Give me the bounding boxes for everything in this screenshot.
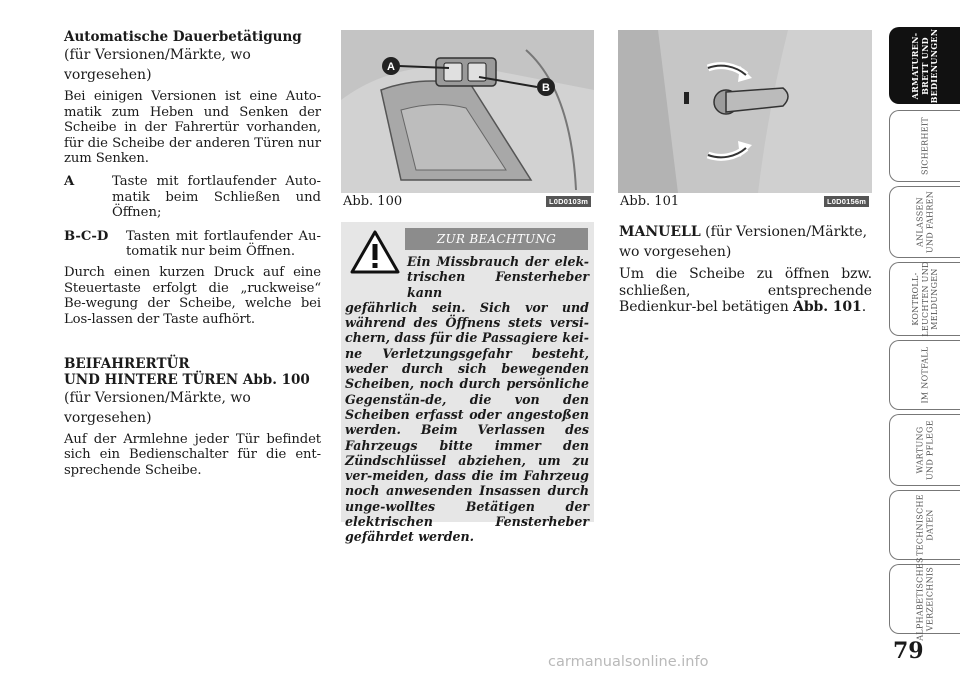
- watermark: carmanualsonline.info: [548, 654, 709, 670]
- section-subtitle-auto: (für Versionen/Märkte, wo vorgesehen): [64, 47, 251, 84]
- paragraph-passenger: Auf der Armlehne jeder Tür befindet sich ein Bedienschalter für die ent-sprechende Scheibe.: [64, 431, 321, 478]
- manual-paragraph: [619, 266, 872, 316]
- section-title-auto: Automatische Dauerbetätigung: [64, 29, 302, 45]
- warning-title: ZUR BEACHTUNG: [405, 228, 588, 250]
- figure-100-window-switches: [341, 30, 594, 193]
- section-title-passenger-2: UND HINTERE TÜREN Abb. 100: [64, 371, 310, 388]
- manual-figure-ref: Abb. 101: [793, 299, 862, 315]
- tab-anlassen[interactable]: [889, 186, 960, 258]
- tab-label: KONTROLL- LEUCHTEN UND MELDUNGEN: [910, 261, 939, 337]
- warning-text-first: Ein Missbrauch der elek-trischen Fensterheber kann: [407, 254, 589, 300]
- right-column: [619, 222, 872, 324]
- crank-illustration: [618, 30, 872, 193]
- item-key: B-C-D: [64, 228, 109, 244]
- callout-a-label: A: [387, 61, 395, 73]
- item-text: Tasten mit fortlaufender Au-tomatik nur beim Öffnen.: [126, 228, 321, 260]
- manual-text: Um die Scheibe zu öffnen bzw. schließen, entsprechende Bedienkur-bel betätigen: [619, 266, 872, 315]
- armrest-illustration: [341, 30, 594, 193]
- section-title-passenger-1: BEIFAHRERTÜR: [64, 356, 190, 373]
- list-item: [64, 174, 321, 220]
- tab-armaturenbrett[interactable]: [889, 27, 960, 104]
- paragraph-auto-intro: Bei einigen Versionen ist eine Auto-matik zum Heben und Senken der Scheibe in der Fahrertür vorhanden, für die Scheibe der anderen Türen nur zum Senken.: [64, 89, 321, 167]
- figure-100-code: L0D0103m: [546, 196, 591, 207]
- paragraph-short-press: Durch einen kurzen Druck auf eine Steuertaste erfolgt die „ruckweise“ Be-wegung der Scheibe, welche bei Los-lassen der Taste aufhört.: [64, 265, 321, 327]
- tab-label: WARTUNG UND PFLEGE: [915, 419, 934, 481]
- figure-101-window-crank: [618, 30, 872, 193]
- tab-sicherheit[interactable]: [889, 110, 960, 182]
- tab-label: IM NOTFALL: [920, 346, 930, 404]
- item-key: A: [64, 174, 75, 190]
- tab-technische-daten[interactable]: [889, 490, 960, 560]
- tab-label: SICHERHEIT: [920, 117, 930, 175]
- tab-wartung[interactable]: [889, 414, 960, 486]
- figure-101-code: L0D0156m: [824, 196, 869, 207]
- tab-verzeichnis[interactable]: [889, 557, 960, 641]
- tab-label: ANLASSEN UND FAHREN: [915, 190, 934, 254]
- list-item: [64, 229, 321, 260]
- manual-heading: [619, 222, 872, 262]
- tab-im-notfall[interactable]: [889, 340, 960, 410]
- tab-label: ARMATUREN- BRETT UND BEDIENUNGEN: [909, 28, 939, 103]
- tab-kontrollleuchten[interactable]: [889, 262, 960, 336]
- warning-text-rest: gefährlich sein. Sich vor und während des Öffnens stets versi-chern, dass für die Passagiere kei-ne Verletzungsgefahr besteht, weder durch sich bewegenden Scheiben, noch durch persönliche Gegenstän-de, die von den Scheiben erfasst oder angestoßen werden. Beim Verlassen des Fahrzeugs bitte immer den Zündschlüssel abziehen, um zu ver-meiden, dass die im Fahrzeug noch anwesenden Insassen durch unge-wolltes Betätigen der elektrischen Fensterheber gefährdet werden.: [345, 299, 589, 545]
- figure-100-caption: Abb. 100: [343, 194, 403, 209]
- warning-text: [345, 254, 589, 545]
- page-number: 79: [893, 638, 924, 664]
- section-subtitle-passenger: (für Versionen/Märkte, wo vorgesehen): [64, 389, 251, 426]
- tab-label: ALPHABETISCHES VERZEICHNIS: [915, 557, 934, 641]
- manual-title: MANUELL: [619, 224, 701, 240]
- figure-101-caption: Abb. 101: [620, 194, 680, 209]
- tab-label: TECHNISCHE DATEN: [915, 494, 934, 556]
- manual-text-end: .: [861, 299, 867, 315]
- callout-b-label: B: [542, 82, 550, 94]
- manual-subtitle: (für Versionen/Märkte, wo vorgesehen): [619, 224, 868, 260]
- left-column: [64, 30, 321, 486]
- item-text: Taste mit fortlaufender Auto-matik beim Schließen und Öffnen;: [112, 174, 321, 221]
